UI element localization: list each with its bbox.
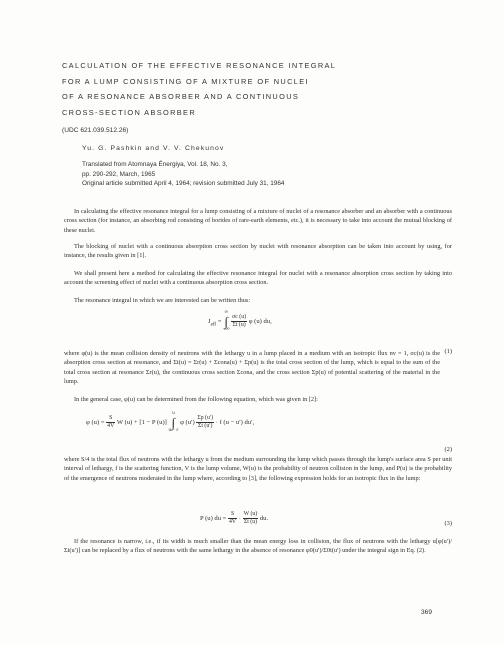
title-line-3: OF A RESONANCE ABSORBER AND A CONTINUOUS	[62, 92, 300, 101]
eq1-denominator: Σt (u)	[232, 322, 246, 328]
eq2-numerator: Σp (u′)	[197, 415, 214, 421]
equation-1	[208, 310, 272, 333]
paragraph-method: We shall present here a method for calculating the effective resonance integral for nuclei with a resonance absorption cross section by taking into account the screening effect of nuclei with a continuous absorption cross section.	[64, 270, 452, 287]
udc-code: (UDC 621.039.512.26)	[62, 127, 129, 134]
eq2-integral	[169, 411, 179, 434]
translation-line-3: Original article submitted April 4, 1964; revision submitted July 31, 1964	[82, 180, 285, 188]
eq1-fraction	[231, 314, 247, 329]
paragraph-narrow-resonance: If the resonance is narrow, i.e., if its width is much smaller than the mean energy loss in collision, the flux of neutrons with the lethargy u[φ(u′)/Σt(u′)] can be replaced by a flux of neutrons with the same lethargy in the absence of resonance φ0(u′)/Σ0t(u′) under the integral sign in Eq. (2).	[64, 538, 452, 555]
paragraph-definitions: where φ(u) is the mean collision density of neutrons with the lethargy u in a lump placed in a medium with an isotropic flux nv = 1, σc(u) is the absorption cross section at resonance, and Σt(u) = Σr(u) + Σcona(u) + Σp(u) is the total cross section of the lump, which is equal to the sum of the total cross section at resonance Σr(u), the continuous cross section Σcona, and the cross section Σp(u) of potential scattering of the material in the lump.	[64, 350, 440, 386]
translation-line-2: pp. 290-292, March, 1965	[82, 170, 156, 178]
eq2-s-fraction	[106, 415, 115, 430]
eq3-s-denominator: 4V	[229, 519, 237, 525]
translation-line-1: Translated from Atomnaya Énergiya, Vol. 18, No. 3,	[82, 161, 228, 168]
integral-sign-icon: ∫	[171, 415, 176, 430]
eq3-lhs: P (u) du =	[200, 515, 227, 523]
eq3-fraction	[243, 511, 259, 526]
authors: Yu. G. Pashkin and V. V. Chekunov	[82, 145, 225, 152]
article-title	[62, 58, 462, 120]
equation-2-label: (2)	[444, 446, 452, 453]
paragraph-integral-intro: The resonance integral in which we are interested can be written thus:	[74, 297, 251, 304]
eq2-lhs: φ (u) =	[86, 419, 105, 427]
paragraph-intro: In calculating the effective resonance integral for a lump consisting of a mixture of nuclei of a resonance absorber and an absorber with a continuous cross section (for instance, an absorbing rod consisting of borides of rare-earth elements, etc.), it is necessary to take into account the mutual blocking of these nuclei.	[64, 208, 452, 234]
eq2-tail: · f (u − u′) du′,	[215, 419, 255, 427]
equation-1-label: (1)	[444, 348, 452, 355]
eq2-upper-limit: u	[172, 411, 175, 416]
equation-2	[86, 411, 254, 434]
eq3-tail: du.	[259, 515, 269, 523]
eq1-numerator: σc (u)	[232, 314, 247, 320]
eq1-upper-limit: ∞	[224, 310, 229, 315]
eq2-s-denominator: 4V	[107, 423, 115, 429]
eq2-lower-limit: u − ε	[168, 428, 179, 433]
title-line-1: CALCULATION OF THE EFFECTIVE RESONANCE INTEGRAL	[62, 61, 337, 70]
paragraph-flux-definitions: where S/4 is the total flux of neutrons with the lethargy u from the medium surrounding the lump which passes through the lump's surface area S per unit interval of lethargy, f is the scattering function, V is the lump volume, W(u) is the probability of neutron collision in the lump, and P(u) is the probability of the emergence of neutrons moderated in the lump where, according to [3], the following expression holds for an isotropic flux in the lump:	[64, 456, 452, 482]
eq3-numerator: W (u)	[243, 511, 258, 517]
eq1-subscript: eff	[210, 322, 217, 328]
eq2-s-numerator: S	[106, 415, 115, 423]
paragraph-blocking: The blocking of nuclei with a continuous absorption cross section by nuclei with resonance absorption can be taken into account by using, for instance, the results given in [1].	[64, 243, 452, 260]
translation-note	[82, 160, 442, 189]
paragraph-general-case: In the general case, φ(u) can be determined from the following equation, which was given in [2]:	[74, 396, 318, 403]
eq3-s-numerator: S	[228, 511, 237, 519]
eq3-denominator: Σt (u)	[243, 519, 258, 525]
eq1-tail: φ (u) du,	[248, 318, 272, 326]
eq1-equals: =	[217, 318, 222, 326]
eq2-fraction	[196, 415, 214, 430]
eq2-middle: W (u) + [1 − P (u)]	[116, 419, 167, 427]
eq1-lhs: J	[208, 318, 211, 326]
eq1-integral	[223, 310, 229, 333]
integral-sign-icon: ∫	[224, 314, 229, 329]
eq3-dot: ·	[238, 515, 241, 523]
equation-3	[200, 511, 268, 526]
eq3-s-fraction	[228, 511, 237, 526]
eq1-lower-limit: −∞	[223, 327, 230, 332]
title-line-2: FOR A LUMP CONSISTING OF A MIXTURE OF NUCLEI	[62, 76, 309, 86]
page-number: 369	[421, 609, 433, 616]
title-line-4: CROSS-SECTION ABSORBER	[62, 107, 197, 117]
equation-3-label: (3)	[444, 520, 452, 527]
eq2-lead: φ (u′)	[180, 419, 195, 427]
eq2-denominator: Σt (u′)	[197, 423, 213, 429]
